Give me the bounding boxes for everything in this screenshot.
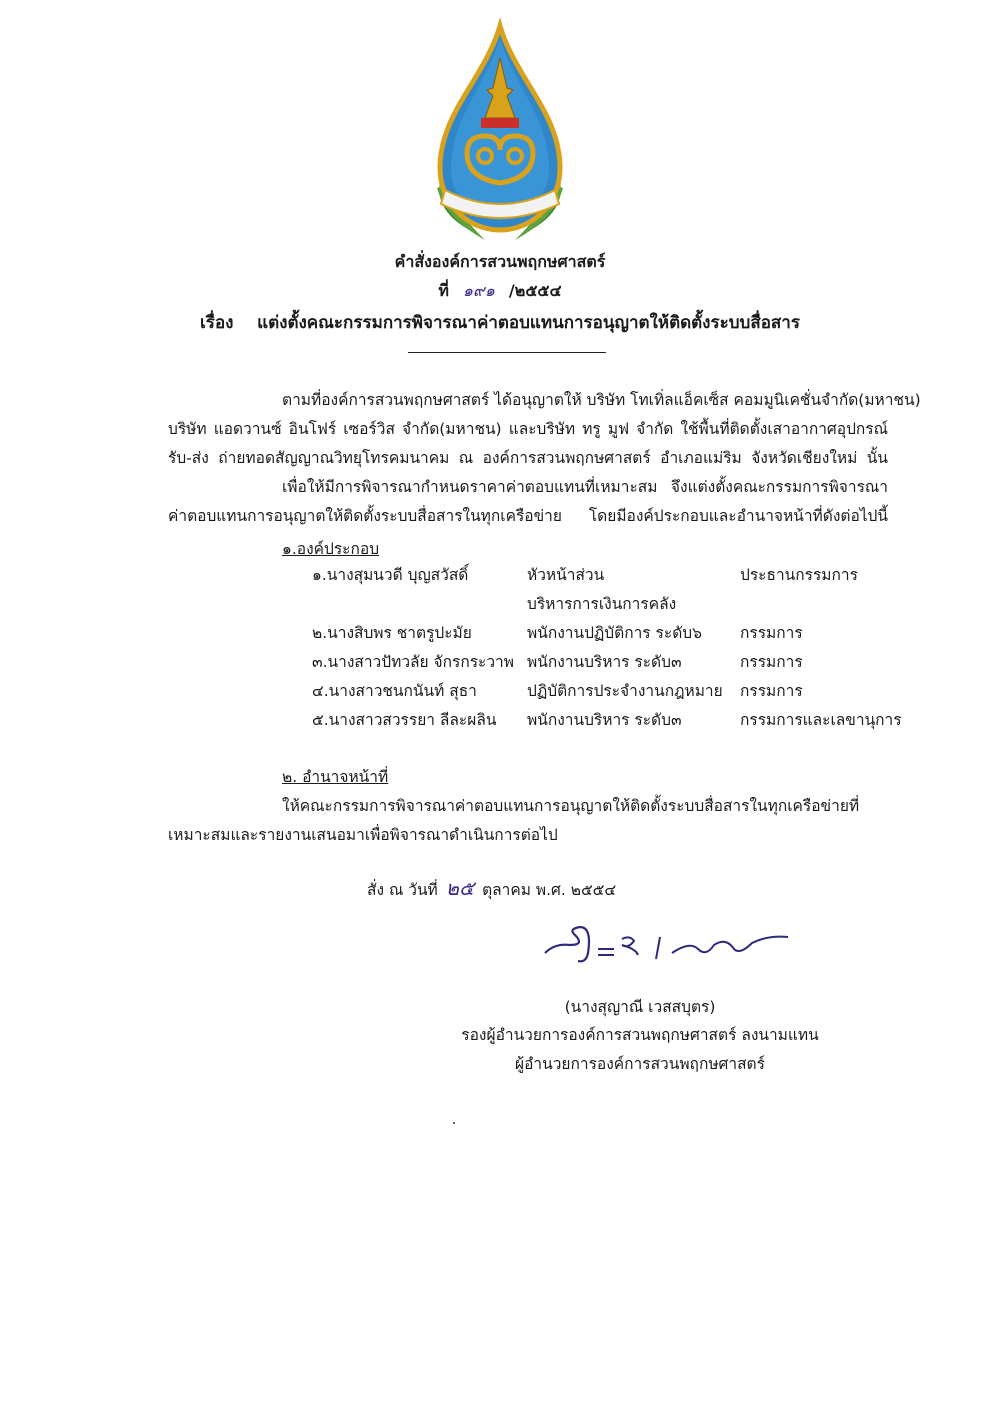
member-name: ๒.นางสิบพร ชาตรูปะมัย bbox=[312, 624, 472, 642]
member-position: ปฏิบัติการประจำงานกฎหมาย bbox=[527, 682, 723, 700]
member-row bbox=[0, 620, 1000, 649]
signer-title-director: ผู้อำนวยการองค์การสวนพฤกษศาสตร์ bbox=[515, 1055, 765, 1073]
member-position: บริหารการเงินการคลัง bbox=[527, 595, 677, 613]
order-date bbox=[367, 872, 616, 904]
member-role: กรรมการ bbox=[740, 682, 803, 700]
intro-paragraph bbox=[168, 386, 921, 531]
member-row bbox=[0, 649, 1000, 678]
intro-line: ตามที่องค์การสวนพฤกษศาสตร์ ได้อนุญาตให้ บริษัท โทเทิ่ลแอ็คเซ็ส คอมมูนิเคชั่นจำกัด(มหาชน) bbox=[282, 391, 921, 409]
subject-label: เรื่อง bbox=[200, 313, 234, 333]
intro-line: เพื่อให้มีการพิจารณากำหนดราคาค่าตอบแทนที่เหมาะสม จึงแต่งตั้งคณะกรรมการพิจารณา bbox=[282, 478, 888, 496]
intro-line: รับ-ส่ง ถ่ายทอดสัญญาณวิทยุโทรคมนาคม ณ องค์การสวนพฤกษศาสตร์ อำเภอแม่ริม จังหวัดเชียงใหม่ นั้น bbox=[168, 449, 888, 467]
date-prefix: สั่ง ณ วันที่ bbox=[367, 881, 438, 899]
member-position: หัวหน้าส่วน bbox=[527, 566, 605, 584]
section-duties-title: ๒. อำนาจหน้าที่ bbox=[282, 768, 389, 786]
date-day: ๒๕ bbox=[445, 876, 475, 900]
member-row bbox=[0, 678, 1000, 707]
member-position: พนักงานบริหาร ระดับ๓ bbox=[527, 653, 682, 671]
member-role: กรรมการ bbox=[740, 653, 803, 671]
order-number-prefix: ที่ bbox=[438, 281, 449, 300]
duties-line: ให้คณะกรรมการพิจารณาค่าตอบแทนการอนุญาตให้ติดตั้งระบบสื่อสารในทุกเครือข่ายที่ bbox=[282, 797, 860, 815]
member-role: ประธานกรรมการ bbox=[740, 566, 858, 584]
order-number-suffix: /๒๕๕๔ bbox=[508, 281, 562, 300]
member-name: ๑.นางสุมนวดี บุญสวัสดิ์ bbox=[312, 566, 469, 584]
member-role: กรรมการและเลขานุการ bbox=[740, 711, 902, 729]
order-number bbox=[0, 279, 1000, 304]
duties-line: เหมาะสมและรายงานเสนอมาเพื่อพิจารณาดำเนินการต่อไป bbox=[168, 826, 558, 844]
section-composition-title: ๑.องค์ประกอบ bbox=[282, 540, 380, 558]
member-position: พนักงานปฏิบัติการ ระดับ๖ bbox=[527, 624, 702, 642]
member-row bbox=[0, 591, 1000, 620]
subject-text: แต่งตั้งคณะกรรมการพิจารณาค่าตอบแทนการอนุญาตให้ติดตั้งระบบสื่อสาร bbox=[257, 313, 800, 333]
duties-paragraph bbox=[168, 792, 888, 850]
member-name: ๓.นางสาวปัทวลัย จักรกระวาพ bbox=[312, 653, 514, 671]
member-name: ๔.นางสาวชนกนันท์ สุธา bbox=[312, 682, 477, 700]
stray-mark bbox=[453, 1122, 455, 1124]
intro-line: ค่าตอบแทนการอนุญาตให้ติดตั้งระบบสื่อสารในทุกเครือข่าย โดยมีองค์ประกอบและอำนาจหน้าที่ดังต่อไปนี้ bbox=[168, 507, 888, 525]
order-subject bbox=[0, 309, 1000, 336]
intro-line: บริษัท แอดวานซ์ อินโฟร์ เซอร์วิส จำกัด(มหาชน) และบริษัท ทรู มูฟ จำกัด ใช้พื้นที่ติดตั้งเสาอากาศอุปกรณ์ bbox=[168, 420, 888, 438]
member-position: พนักงานบริหาร ระดับ๓ bbox=[527, 711, 682, 729]
heading-divider bbox=[408, 352, 606, 353]
signature-icon bbox=[530, 915, 800, 975]
member-row bbox=[0, 562, 1000, 591]
order-number-value: ๑๙๑ bbox=[462, 281, 495, 300]
order-org-heading: คำสั่งองค์การสวนพฤกษศาสตร์ bbox=[394, 252, 606, 271]
member-name: ๕.นางสาวสวรรยา ลีละผลิน bbox=[312, 711, 497, 729]
member-role: กรรมการ bbox=[740, 624, 803, 642]
date-rest: ตุลาคม พ.ศ. ๒๕๕๔ bbox=[482, 881, 617, 899]
member-row bbox=[0, 707, 1000, 736]
signer-title: รองผู้อำนวยการองค์การสวนพฤกษศาสตร์ ลงนามแทน bbox=[461, 1026, 819, 1044]
botanical-garden-emblem-icon bbox=[415, 18, 585, 248]
signer-name: (นางสุญาณี เวสสบุตร) bbox=[564, 998, 716, 1016]
